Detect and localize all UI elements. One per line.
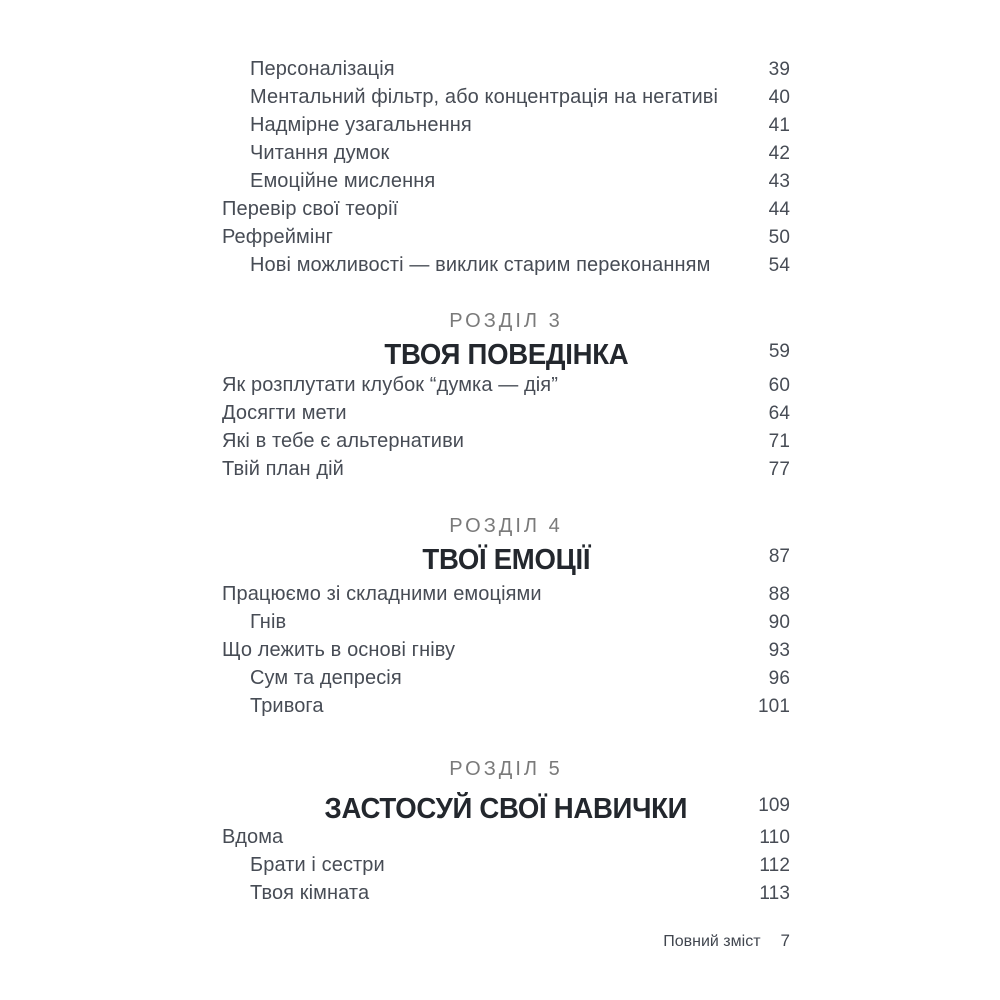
toc-entry-title: Твоя кімната bbox=[250, 882, 370, 904]
toc-entry-title: Ментальний фільтр, або концентрація на негативі bbox=[250, 86, 718, 108]
toc-entry-page-number: 112 bbox=[759, 855, 790, 876]
chapter-page-number: 109 bbox=[758, 795, 790, 816]
toc-entry-title: Нові можливості — виклик старим переконанням bbox=[250, 254, 711, 276]
toc-entry-title: Надмірне узагальнення bbox=[250, 114, 472, 136]
toc-entry-page-number: 96 bbox=[768, 668, 790, 689]
toc-entry bbox=[222, 198, 790, 226]
chapter-label: РОЗДІЛ 4 bbox=[449, 515, 563, 537]
toc-entry-page-number: 88 bbox=[768, 584, 790, 605]
toc-entry bbox=[222, 374, 790, 402]
chapter-entries bbox=[222, 583, 790, 723]
toc-entry-title: Досягти мети bbox=[222, 402, 347, 424]
toc-entry-title: Емоційне мислення bbox=[250, 170, 436, 192]
footer-section-label: Повний зміст bbox=[663, 933, 761, 950]
toc-entry bbox=[222, 86, 790, 114]
toc-entry bbox=[222, 667, 790, 695]
toc-entry bbox=[222, 58, 790, 86]
chapter-page-number: 59 bbox=[768, 341, 790, 362]
toc-entry bbox=[222, 854, 790, 882]
toc-entry-page-number: 39 bbox=[768, 59, 790, 80]
chapter-title-line bbox=[222, 545, 790, 575]
toc-entry-title: Гнів bbox=[250, 611, 287, 633]
toc-entry-title: Працюємо зі складними емоціями bbox=[222, 583, 542, 605]
toc-entry bbox=[222, 826, 790, 854]
toc-entry-page-number: 77 bbox=[768, 459, 790, 480]
toc-entry-title: Як розплутати клубок “думка — дія” bbox=[222, 374, 558, 396]
toc-entry-title: Читання думок bbox=[250, 142, 390, 164]
toc-entry-title: Рефреймінг bbox=[222, 226, 333, 248]
footer-page-number: 7 bbox=[780, 931, 790, 950]
chapter-title-line bbox=[222, 340, 790, 370]
toc-entry-title: Тривога bbox=[250, 695, 324, 717]
toc-entry-page-number: 44 bbox=[768, 199, 790, 220]
toc-entry bbox=[222, 170, 790, 198]
toc-entry-page-number: 90 bbox=[768, 612, 790, 633]
toc-entry-page-number: 43 bbox=[768, 171, 790, 192]
chapter-entries bbox=[222, 826, 790, 910]
toc-entry bbox=[222, 402, 790, 430]
toc-chapter bbox=[222, 515, 790, 723]
chapter-title: ТВОЇ ЕМОЦІЇ bbox=[422, 544, 590, 576]
toc-entry bbox=[222, 254, 790, 282]
toc-entry-page-number: 93 bbox=[768, 640, 790, 661]
chapter-title: ТВОЯ ПОВЕДІНКА bbox=[384, 339, 628, 371]
chapter-page-number: 87 bbox=[768, 546, 790, 567]
toc-entry-title: Які в тебе є альтернативи bbox=[222, 430, 465, 452]
toc-entry bbox=[222, 430, 790, 458]
toc-entry bbox=[222, 114, 790, 142]
toc-entry bbox=[222, 142, 790, 170]
chapter-label: РОЗДІЛ 5 bbox=[449, 758, 563, 780]
toc-entry bbox=[222, 226, 790, 254]
toc-entry-page-number: 71 bbox=[768, 431, 790, 452]
toc-entry-title: Вдома bbox=[222, 826, 284, 848]
chapter-label: РОЗДІЛ 3 bbox=[449, 310, 563, 332]
chapter-entries bbox=[222, 374, 790, 486]
toc-entry-page-number: 110 bbox=[759, 827, 790, 848]
page-footer bbox=[222, 931, 790, 951]
toc-entry-page-number: 101 bbox=[757, 696, 790, 717]
toc-section bbox=[222, 58, 790, 282]
toc-entry-page-number: 113 bbox=[759, 883, 790, 904]
toc-entry bbox=[222, 611, 790, 639]
toc-entry bbox=[222, 458, 790, 486]
toc-entry-page-number: 41 bbox=[768, 115, 790, 136]
toc-entry-page-number: 64 bbox=[768, 403, 790, 424]
toc-entry-page-number: 54 bbox=[768, 255, 790, 276]
toc-entry bbox=[222, 583, 790, 611]
toc-chapter bbox=[222, 310, 790, 486]
toc-entry-title: Твій план дій bbox=[222, 458, 344, 480]
toc-entry-page-number: 40 bbox=[768, 87, 790, 108]
toc-entry-title: Персоналізація bbox=[250, 58, 395, 80]
toc-entry-title: Перевір свої теорії bbox=[222, 198, 399, 220]
toc-entry-page-number: 42 bbox=[768, 143, 790, 164]
toc-entry-page-number: 50 bbox=[768, 227, 790, 248]
table-of-contents bbox=[222, 0, 790, 910]
toc-chapter bbox=[222, 758, 790, 910]
toc-entry-title: Що лежить в основі гніву bbox=[222, 639, 456, 661]
chapter-title: ЗАСТОСУЙ СВОЇ НАВИЧКИ bbox=[324, 793, 688, 825]
toc-entry bbox=[222, 639, 790, 667]
toc-entry-title: Брати і сестри bbox=[250, 854, 385, 876]
toc-entry-page-number: 60 bbox=[768, 375, 790, 396]
chapter-title-line bbox=[222, 794, 790, 824]
toc-entry bbox=[222, 882, 790, 910]
toc-entry-title: Сум та депресія bbox=[250, 667, 402, 689]
toc-entry bbox=[222, 695, 790, 723]
